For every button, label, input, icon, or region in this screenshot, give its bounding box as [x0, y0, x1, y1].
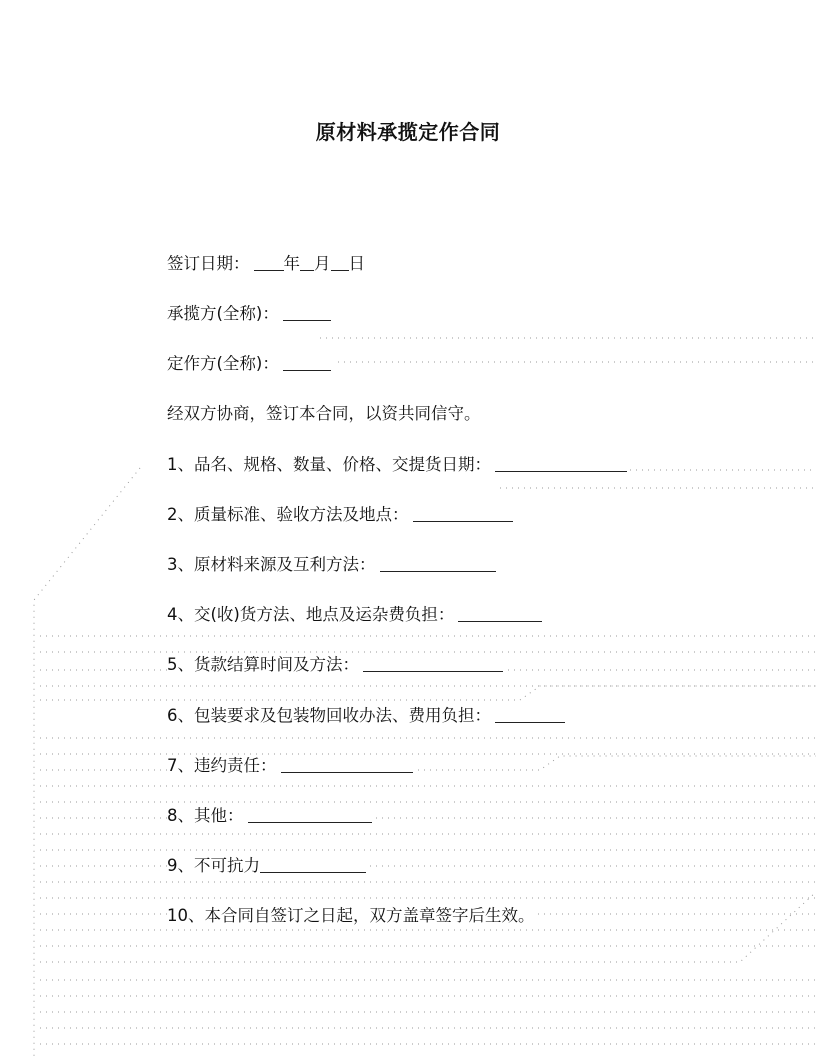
- day-blank[interactable]: [331, 254, 349, 271]
- clause-blank[interactable]: [495, 455, 627, 472]
- clause-1: [167, 454, 629, 476]
- clause-5: [167, 654, 505, 676]
- clause-label: 7、违约责任：: [167, 756, 277, 775]
- clause-2: [167, 504, 515, 526]
- clause-label: 5、货款结算时间及方法：: [167, 655, 359, 674]
- intro-text: 经双方协商，签订本合同，以资共同信守。: [167, 404, 481, 423]
- clause-blank[interactable]: [281, 756, 413, 773]
- clause-blank[interactable]: [363, 655, 503, 672]
- clause-4: [167, 604, 544, 626]
- clause-label: 6、包装要求及包装物回收办法、费用负担：: [167, 706, 491, 725]
- client-line: [167, 353, 333, 375]
- day-text: 日: [348, 254, 365, 273]
- clause-10: [167, 905, 537, 927]
- clause-9: [167, 855, 368, 877]
- month-blank[interactable]: [300, 254, 314, 271]
- clause-blank[interactable]: [495, 706, 565, 723]
- document-title: 原材料承揽定作合同: [315, 120, 501, 144]
- clause-blank[interactable]: [380, 555, 496, 572]
- client-label: 定作方(全称)：: [167, 354, 279, 373]
- clause-label: 8、其他：: [167, 806, 244, 825]
- clause-label: 4、交(收)货方法、地点及运杂费负担：: [167, 605, 455, 624]
- sign-date-line: [167, 253, 367, 275]
- intro-line: [167, 403, 483, 425]
- clause-blank[interactable]: [260, 856, 366, 873]
- contractor-line: [167, 303, 333, 325]
- client-blank[interactable]: [283, 354, 331, 371]
- clause-label: 3、原材料来源及互利方法：: [167, 555, 376, 574]
- sign-date-label: 签订日期：: [167, 254, 250, 273]
- clause-blank[interactable]: [458, 605, 542, 622]
- clause-label: 2、质量标准、验收方法及地点：: [167, 505, 409, 524]
- clause-label: 9、不可抗力: [167, 856, 260, 875]
- clause-6: [167, 705, 567, 727]
- clause-label: 1、品名、规格、数量、价格、交提货日期：: [167, 455, 491, 474]
- clause-blank[interactable]: [248, 806, 372, 823]
- clause-label: 10、本合同自签订之日起，双方盖章签字后生效。: [167, 906, 535, 925]
- clause-3: [167, 554, 498, 576]
- year-blank[interactable]: [254, 254, 284, 271]
- year-text: 年: [283, 254, 300, 273]
- contractor-label: 承揽方(全称)：: [167, 304, 279, 323]
- clause-blank[interactable]: [413, 505, 513, 522]
- clause-7: [167, 755, 415, 777]
- month-text: 月: [314, 254, 331, 273]
- contractor-blank[interactable]: [283, 304, 331, 321]
- clause-8: [167, 805, 374, 827]
